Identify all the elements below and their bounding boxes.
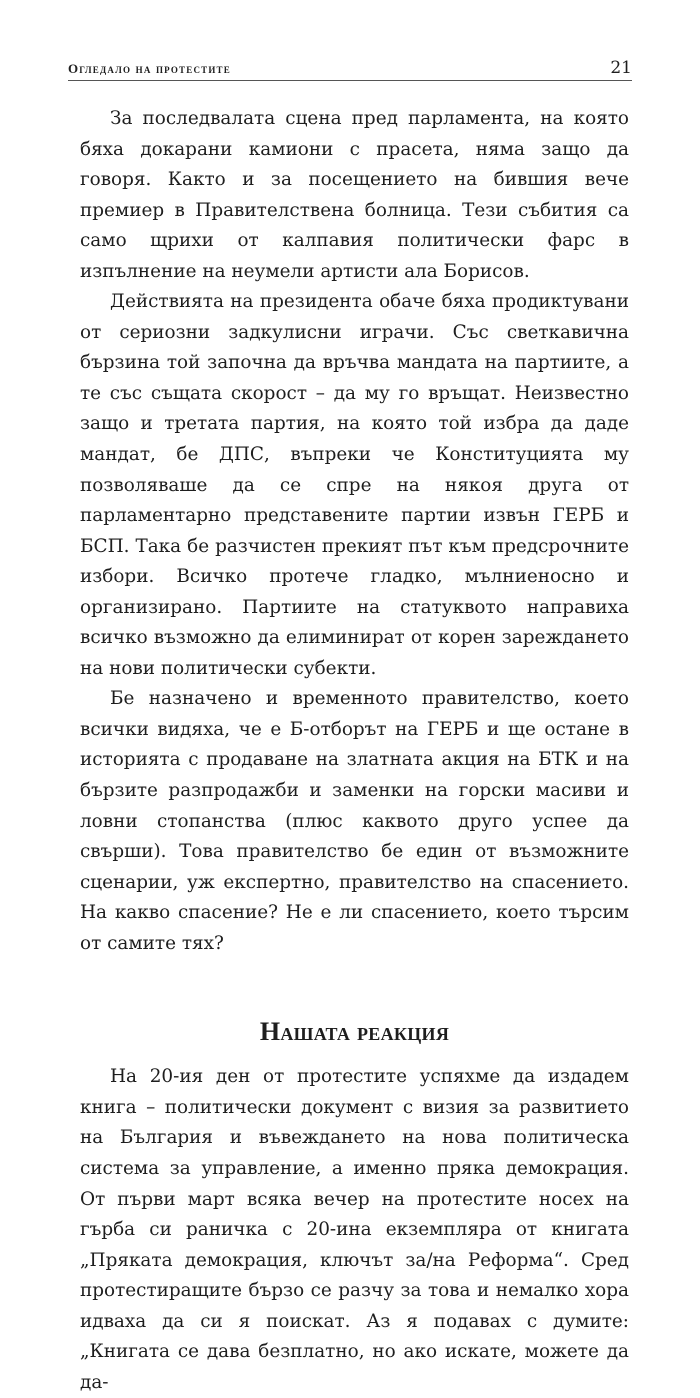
paragraph: На 20-ия ден от протестите успяхме да издадем книга – политически документ с визия за развитието на България и въвеждането на нова политическа система за управление, а именно пряка демокрация. От първи март всяка вечер на протестите носех на гърба си раничка с 20-ина екземпляра от книгата „Пряката демокрация, ключът за/на Реформа“. Сред протестиращите бързо се разчу за това и немалко хора идваха да си я поискат. Аз я подавах с думите: „Книгата се дава безплатно, но ако искате, можете да да- (80, 1066, 629, 1393)
body-text (80, 104, 629, 1398)
paragraph: Действията на президента обаче бяха продиктувани от сериозни задкулисни играчи. Със светкавична бързина той започна да връчва мандата на партиите, а те със същата скорост – да му го връщат. Неизвестно защо и третата партия, на която той избра да даде мандат, бе ДПС, въпреки че Конституцията му позволяваше да се спре на някоя друга от парламентарно представените партии извън ГЕРБ и БСП. Така бе разчистен прекият път към предсрочните избори. Всичко протече гладко, мълниеносно и организирано. Партиите на статуквото направиха всичко възможно да елиминират от корен зареждането на нови политически субекти. (80, 291, 629, 679)
running-head (68, 58, 632, 78)
header-rule (68, 80, 632, 81)
paragraph: Бе назначено и временното правителство, което всички видяха, че е Б-отборът на ГЕРБ и ще остане в историята с продаване на златната акция на БТК и на бързите разпродажби и заменки на горски масиви и ловни стопанства (плюс каквото друго успее да свърши). Това правителство бе един от възможните сценарии, уж експертно, правителство на спасението. На какво спасение? Не е ли спасението, което търсим от самите тях? (80, 688, 629, 954)
page-number: 21 (610, 58, 632, 78)
section-heading: Нашата реакция (259, 1017, 450, 1047)
paragraph: За последвалата сцена пред парламента, на която бяха докарани камиони с прасета, няма защо да говоря. Както и за посещението на бившия вече премиер в Правителствена болница. Тези събития са само щрихи от калпавия политически фарс в изпълнение на неумели артисти ала Борисов. (80, 108, 629, 282)
running-title: Огледало на протестите (68, 61, 231, 76)
